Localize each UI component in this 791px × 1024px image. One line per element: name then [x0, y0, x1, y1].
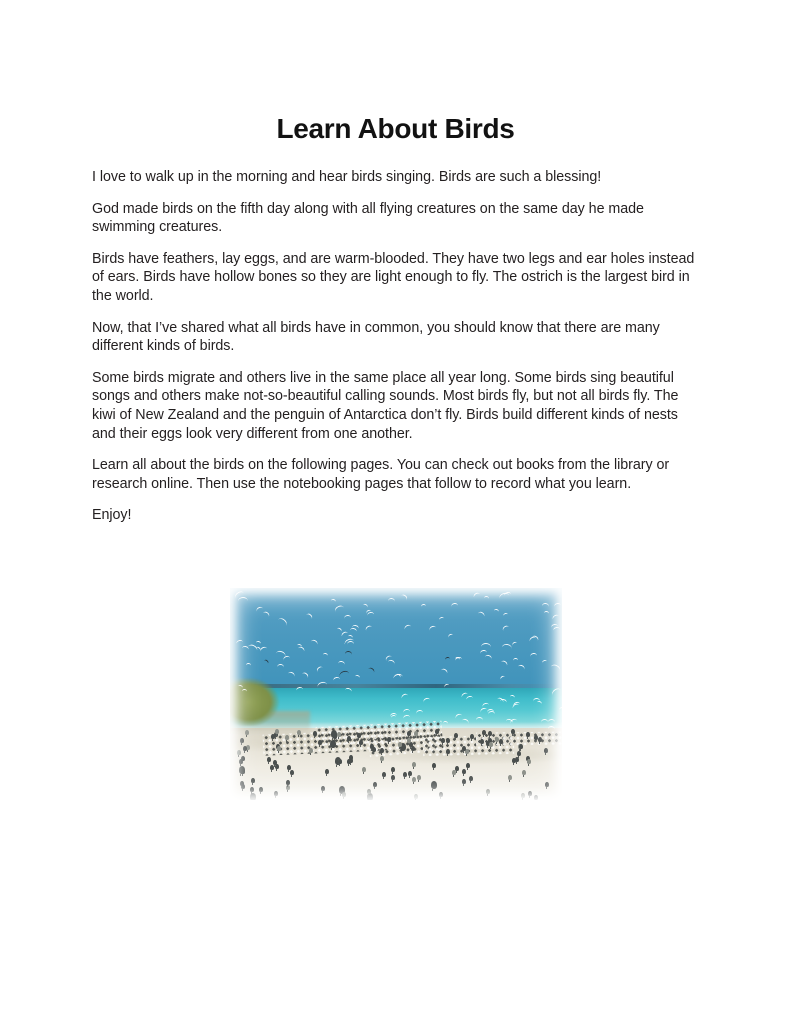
shorebird	[414, 731, 418, 736]
shorebird	[382, 772, 386, 777]
flying-bird	[476, 717, 483, 721]
shorebird	[408, 771, 412, 776]
shorebird	[347, 736, 351, 741]
body-text	[92, 168, 698, 525]
shorebird	[309, 748, 313, 753]
shorebird	[412, 777, 416, 782]
flying-bird	[548, 719, 555, 723]
shorebird	[274, 791, 278, 796]
flying-bird	[246, 663, 251, 666]
shorebird	[250, 793, 256, 800]
shorebird	[271, 734, 275, 739]
page-title: Learn About Birds	[276, 112, 515, 144]
shorebird	[511, 729, 515, 734]
shorebird	[462, 779, 466, 784]
shorebird	[417, 775, 421, 780]
flying-bird	[553, 602, 561, 607]
beach-birds-photo	[230, 588, 562, 800]
shorebird	[441, 738, 445, 743]
shorebird	[432, 763, 436, 768]
shorebird	[407, 738, 411, 743]
shorebird	[414, 794, 418, 799]
shorebird	[521, 793, 525, 798]
shorebird	[486, 789, 490, 794]
shorebird	[470, 734, 474, 739]
flying-bird	[541, 719, 548, 723]
flying-bird	[443, 721, 448, 724]
beach-birds-photo-frame	[222, 580, 570, 808]
paragraph: Birds have feathers, lay eggs, and are warm-blooded. They have two legs and ear holes instead of ears. Birds have hollow bones so they are light enough to fly. The ostrich is the largest bird in the world.	[92, 250, 695, 304]
flying-bird	[338, 660, 346, 665]
flying-bird	[451, 602, 458, 607]
shorebird	[495, 737, 499, 742]
paragraph: Some birds migrate and others live in the same place all year long. Some birds sing beautiful songs and others make not-so-beautiful calling sounds. Most birds fly, but not all birds fly. The kiwi of New Zealand and the penguin of Antarctica don’t fly. Birds build different kinds of nests and their eggs look very different from one another.	[92, 369, 679, 442]
shorebird	[454, 733, 458, 738]
shorebird	[545, 782, 549, 787]
shorebird	[526, 732, 530, 737]
flying-bird	[493, 608, 499, 612]
paragraph: God made birds on the fifth day along with all flying creatures on the same day he made swimming creatures.	[92, 200, 644, 236]
shorebird	[318, 740, 322, 745]
flying-bird	[488, 711, 495, 715]
flying-bird	[548, 726, 555, 731]
paragraph: I love to walk up in the morning and hear birds singing. Birds are such a blessing!	[92, 169, 602, 185]
paragraph: Now, that I’ve shared what all birds have in common, you should know that there are many different kinds of birds.	[92, 319, 660, 355]
shorebird	[290, 770, 294, 775]
shorebird	[527, 759, 531, 764]
shorebird	[250, 787, 254, 792]
shorebird	[508, 775, 512, 780]
flying-bird	[402, 708, 410, 713]
shorebird	[380, 756, 384, 761]
shorebird	[462, 769, 466, 774]
shorebird	[499, 739, 503, 744]
shorebird	[240, 781, 244, 786]
shorebird	[538, 737, 542, 742]
shorebird	[337, 732, 341, 737]
shorebird	[403, 772, 407, 777]
shorebird	[435, 729, 439, 734]
flying-bird	[479, 650, 486, 655]
flying-bird	[559, 707, 562, 711]
flying-bird	[242, 689, 247, 692]
shorebird	[251, 778, 255, 783]
shorebird	[534, 735, 538, 740]
shorebird	[338, 759, 342, 764]
flying-bird	[238, 597, 248, 602]
shorebird	[446, 749, 450, 754]
shorebird	[241, 769, 245, 774]
paragraph: Learn all about the birds on the following pages. You can check out books from the library or research online. Then use the notebooking pages that follow to record what you learn.	[92, 457, 670, 492]
flying-bird	[484, 596, 489, 599]
flying-bird	[347, 641, 354, 645]
flying-bird	[542, 603, 549, 608]
shorebird	[267, 757, 271, 762]
shorebird	[407, 731, 411, 736]
shorebird	[259, 787, 263, 792]
shorebird	[455, 766, 459, 771]
shorebird	[372, 747, 376, 752]
flying-bird	[277, 664, 284, 668]
dune-grass	[230, 673, 296, 726]
shorebird	[330, 740, 336, 748]
flying-bird	[391, 714, 396, 718]
flying-bird	[481, 643, 491, 648]
shorebird	[362, 767, 366, 772]
shorebird	[270, 765, 274, 770]
flying-bird	[530, 652, 537, 657]
paragraph: Enjoy!	[92, 507, 132, 524]
shorebird	[243, 746, 247, 751]
shorebird	[245, 730, 249, 735]
shorebird	[331, 730, 337, 738]
shorebird	[412, 762, 416, 767]
shorebird	[349, 758, 353, 763]
shorebird	[544, 748, 548, 753]
flying-bird	[543, 611, 548, 615]
shorebird	[391, 767, 395, 772]
shorebird	[387, 737, 391, 742]
shorebird	[466, 763, 470, 768]
